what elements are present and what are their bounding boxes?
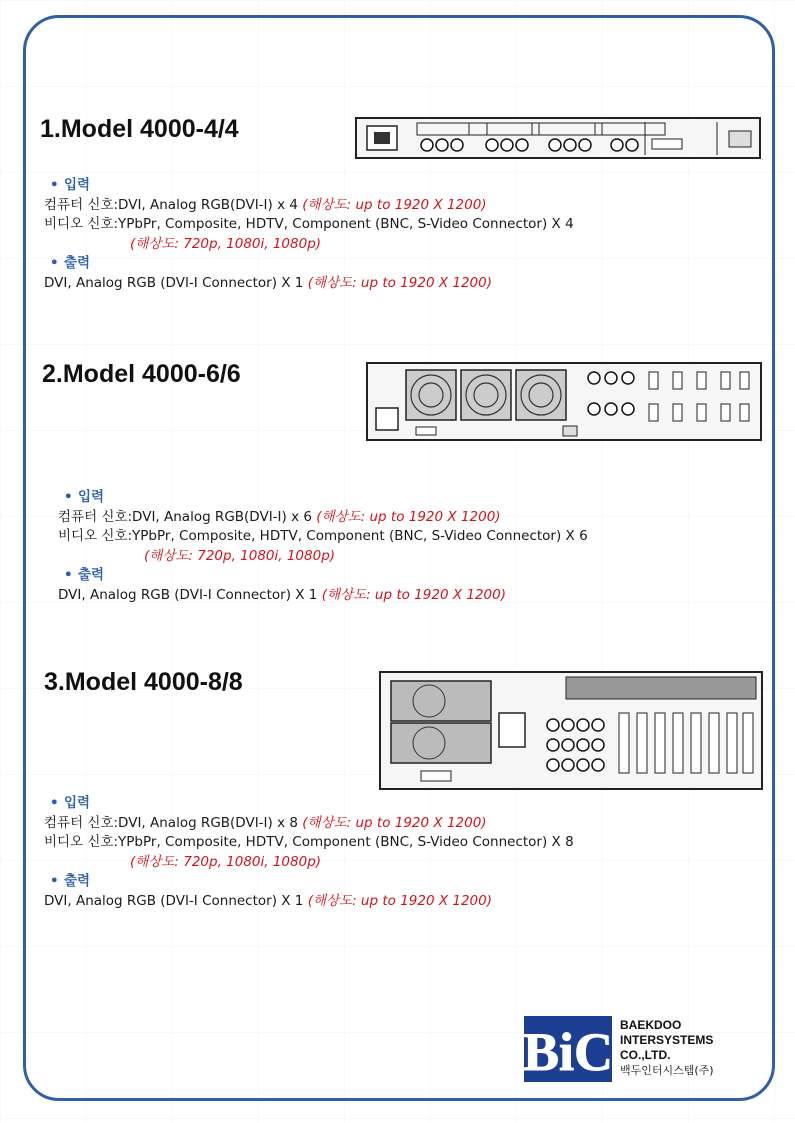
output-text: DVI, Analog RGB (DVI-I Connector) X 1: [44, 892, 304, 909]
section-2-input-heading: [58, 488, 588, 508]
computer-signal-line: [44, 814, 574, 834]
bullet-icon: •: [50, 795, 59, 811]
section-1-specs: [44, 176, 574, 293]
section-2-output-heading: [58, 566, 588, 586]
video-resolution-line: [58, 547, 588, 567]
model-4000-6-rear-panel-image: [366, 362, 762, 441]
video-resolution-line: [44, 853, 574, 873]
output-line: [58, 586, 588, 606]
computer-resolution: (해상도: up to 1920 X 1200): [302, 814, 487, 831]
section-3-input-heading: [44, 794, 574, 814]
output-line: [44, 892, 574, 912]
company-logo-mark: [524, 1016, 612, 1082]
computer-signal-text: 컴퓨터 신호:DVI, Analog RGB(DVI-I) x 8: [44, 814, 298, 831]
output-label: 출력: [78, 567, 105, 583]
section-1-output-heading: [44, 254, 574, 274]
video-signal-line: 비디오 신호:YPbPr, Composite, HDTV, Component (BNC, S-Video Connector) X 8: [44, 834, 574, 850]
model-4000-8-rear-panel-image: [379, 671, 763, 790]
computer-resolution: (해상도: up to 1920 X 1200): [302, 196, 487, 213]
rear-panel-8-drawing: [381, 673, 761, 788]
bullet-icon: •: [64, 489, 73, 505]
section-3-output-heading: [44, 872, 574, 892]
output-line: [44, 274, 574, 294]
video-signal-line: 비디오 신호:YPbPr, Composite, HDTV, Component (BNC, S-Video Connector) X 6: [58, 528, 588, 544]
output-resolution: (해상도: up to 1920 X 1200): [307, 274, 492, 291]
video-resolution-line: [44, 235, 574, 255]
input-label: 입력: [64, 795, 91, 811]
video-resolution: (해상도: 720p, 1080i, 1080p): [130, 235, 322, 252]
rear-panel-6-drawing: [368, 364, 760, 439]
bullet-icon: •: [50, 255, 59, 271]
section-2-specs: [58, 488, 588, 605]
section-1-title: 1.Model 4000-4/4: [40, 115, 239, 143]
video-resolution: (해상도: 720p, 1080i, 1080p): [130, 853, 322, 870]
section-1-input-heading: [44, 176, 574, 196]
computer-resolution: (해상도: up to 1920 X 1200): [316, 508, 501, 525]
output-label: 출력: [64, 873, 91, 889]
computer-signal-line: [58, 508, 588, 528]
output-resolution: (해상도: up to 1920 X 1200): [321, 586, 506, 603]
section-3-specs: [44, 794, 574, 911]
output-text: DVI, Analog RGB (DVI-I Connector) X 1: [58, 586, 318, 603]
bullet-icon: •: [50, 177, 59, 193]
company-name-line-2: INTERSYSTEMS: [620, 1033, 714, 1047]
video-signal-line: 비디오 신호:YPbPr, Composite, HDTV, Component (BNC, S-Video Connector) X 4: [44, 216, 574, 232]
section-2-title: 2.Model 4000-6/6: [42, 360, 241, 388]
bic-logo-icon: [524, 1016, 612, 1082]
video-resolution: (해상도: 720p, 1080i, 1080p): [144, 547, 336, 564]
company-name: [620, 1018, 714, 1078]
input-label: 입력: [64, 177, 91, 193]
output-label: 출력: [64, 255, 91, 271]
computer-signal-text: 컴퓨터 신호:DVI, Analog RGB(DVI-I) x 4: [44, 196, 298, 213]
computer-signal-line: [44, 196, 574, 216]
company-name-korean: 백두인터시스템(주): [620, 1064, 714, 1077]
computer-signal-text: 컴퓨터 신호:DVI, Analog RGB(DVI-I) x 6: [58, 508, 312, 525]
model-4000-4-rear-panel-image: [355, 117, 761, 159]
section-3-title: 3.Model 4000-8/8: [44, 668, 243, 696]
input-label: 입력: [78, 489, 105, 505]
bullet-icon: •: [64, 567, 73, 583]
bullet-icon: •: [50, 873, 59, 889]
output-resolution: (해상도: up to 1920 X 1200): [307, 892, 492, 909]
output-text: DVI, Analog RGB (DVI-I Connector) X 1: [44, 274, 304, 291]
logo-mark-text: BiC: [524, 1022, 612, 1082]
company-name-line-3: CO.,LTD.: [620, 1048, 671, 1062]
rear-panel-4-drawing: [357, 119, 759, 157]
company-name-line-1: BAEKDOO: [620, 1018, 682, 1032]
